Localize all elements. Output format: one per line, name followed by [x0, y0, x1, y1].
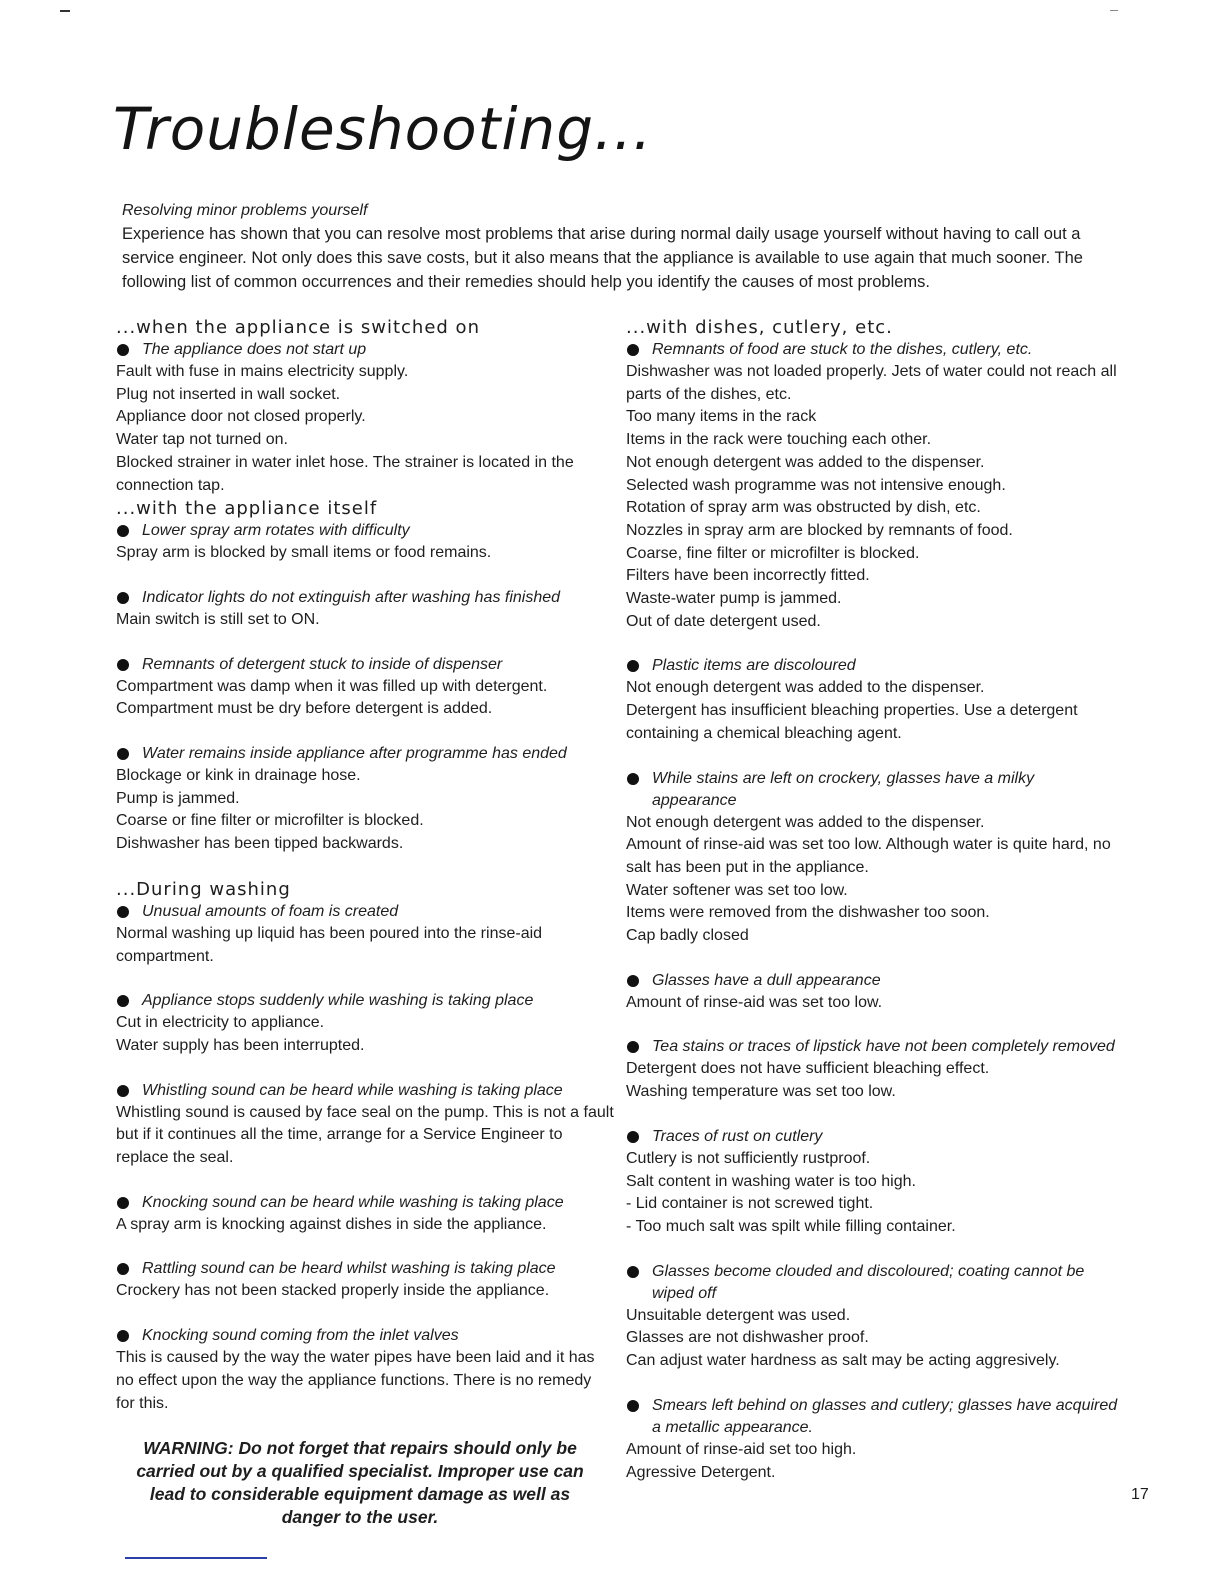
cause: Rotation of spray arm was obstructed by dish, etc. [626, 499, 981, 517]
page-number: 17 [1131, 1486, 1149, 1503]
section-title: ...when the appliance is switched on [116, 317, 480, 338]
symptom-text: Remnants of detergent stuck to inside of dispenser [142, 655, 503, 673]
cause: Selected wash programme was not intensive enough. [626, 476, 1006, 494]
section-title: ...with the appliance itself [116, 498, 378, 520]
cause: Amount of rinse-aid set too high. [626, 1440, 857, 1458]
section-title: ...with dishes, cutlery, etc. [626, 317, 893, 338]
symptom [116, 1325, 614, 1347]
problem [626, 655, 1121, 745]
cause: Main switch is still set to ON. [116, 610, 320, 628]
bullet-icon [627, 975, 639, 987]
cause: Filters have been incorrectly fitted. [626, 567, 870, 585]
intro-heading: Resolving minor problems yourself [122, 202, 368, 219]
cause: Cut in electricity to appliance. [116, 1014, 325, 1032]
symptom-text: Whistling sound can be heard while washing is taking place [142, 1081, 563, 1099]
symptom-text: Water remains inside appliance after programme has ended [142, 745, 567, 763]
cause: Cap badly closed [626, 927, 749, 945]
cause: Amount of rinse-aid was set too low. [626, 993, 883, 1011]
symptom-text: Knocking sound can be heard while washing is taking place [142, 1193, 564, 1211]
bullet-icon [117, 592, 129, 604]
symptom-text: Traces of rust on cutlery [652, 1127, 823, 1145]
cause: Appliance door not closed properly. [116, 408, 366, 426]
bullet-icon [627, 344, 639, 356]
cause: Items in the rack were touching each other. [626, 431, 932, 449]
bullet-icon [117, 748, 129, 760]
problem [116, 520, 614, 565]
bullet-icon [117, 1085, 129, 1097]
symptom-text: Plastic items are discoloured [652, 657, 856, 675]
symptom [116, 990, 614, 1012]
symptom [116, 587, 614, 609]
cause: Can adjust water hardness as salt may be acting aggresively. [626, 1352, 1060, 1370]
cause: Compartment was damp when it was filled up with detergent. [116, 677, 548, 695]
cause: Crockery has not been stacked properly inside the appliance. [116, 1282, 550, 1300]
problem [116, 1258, 614, 1303]
symptom-text: Tea stains or traces of lipstick have not been completely removed [652, 1038, 1115, 1056]
cause: Whistling sound is caused by face seal on the pump. This is not a fault but if it continues all the time, arrange for a Service Engineer to replace the seal. [116, 1103, 614, 1167]
bullet-icon [117, 995, 129, 1007]
problem [626, 1126, 1121, 1239]
bullet-icon [627, 1400, 639, 1412]
symptom-text: Glasses have a dull appearance [652, 971, 881, 989]
bullet-icon [117, 1197, 129, 1209]
intro [122, 200, 1092, 294]
cause: This is caused by the way the water pipes have been laid and it has no effect upon the way the appliance functions. There is no remedy for this. [116, 1349, 595, 1412]
cause: Detergent has insufficient bleaching properties. Use a detergent containing a chemical bleaching agent. [626, 702, 1078, 742]
cause: Waste-water pump is jammed. [626, 590, 842, 608]
symptom [116, 1192, 614, 1214]
bullet-icon [627, 1266, 639, 1278]
problem [116, 654, 614, 721]
problem [626, 1261, 1121, 1373]
bullet-icon [627, 773, 639, 785]
symptom [626, 1395, 1121, 1439]
symptom [626, 768, 1121, 812]
cause: Coarse or fine filter or microfilter is blocked. [116, 812, 424, 830]
cause: Detergent does not have sufficient bleaching effect. [626, 1060, 990, 1078]
symptom [626, 1036, 1121, 1058]
symptom [626, 1261, 1121, 1305]
footer-rule [125, 1557, 267, 1559]
symptom-text: Appliance stops suddenly while washing is taking place [142, 992, 534, 1010]
problem [116, 1325, 614, 1415]
cause: Too many items in the rack [626, 408, 817, 426]
bullet-icon [117, 906, 129, 918]
bullet-icon [627, 660, 639, 672]
cause: Unsuitable detergent was used. [626, 1306, 851, 1324]
cause: Salt content in washing water is too high. [626, 1172, 916, 1190]
symptom [116, 743, 614, 765]
bullet-icon [627, 1041, 639, 1053]
symptom [626, 655, 1121, 677]
symptom-text: Remnants of food are stuck to the dishes, cutlery, etc. [652, 341, 1033, 358]
intro-body: Experience has shown that you can resolve most problems that arise during normal daily usage yourself without having to call out a service engineer. Not only does this save costs, but it also means that the appliance is available to use again that much sooner. The following list of common occurrences and their remedies should help you identify the causes of most problems. [122, 225, 1083, 291]
cause: Compartment must be dry before detergent is added. [116, 700, 493, 718]
bullet-icon [627, 1131, 639, 1143]
symptom [116, 520, 614, 542]
cause: - Too much salt was spilt while filling container. [626, 1217, 956, 1235]
bullet-icon [117, 525, 129, 537]
symptom [626, 970, 1121, 992]
bullet-icon [117, 1263, 129, 1275]
cause: Washing temperature was set too low. [626, 1083, 896, 1101]
problem [116, 901, 614, 968]
cause: Nozzles in spray arm are blocked by remnants of food. [626, 521, 1013, 539]
cause: Blocked strainer in water inlet hose. The strainer is located in the connection tap. [116, 453, 574, 494]
scan-mark-right [1110, 10, 1118, 11]
symptom [116, 654, 614, 676]
cause: Pump is jammed. [116, 789, 240, 807]
problem [116, 339, 614, 497]
problem [626, 768, 1121, 948]
cause: Coarse, fine filter or microfilter is blocked. [626, 544, 920, 562]
symptom [626, 1126, 1121, 1148]
cause: Dishwasher has been tipped backwards. [116, 835, 404, 853]
symptom-text: Indicator lights do not extinguish after washing has finished [142, 588, 561, 606]
cause: Plug not inserted in wall socket. [116, 385, 341, 403]
problem [116, 743, 614, 856]
symptom [116, 1080, 614, 1102]
cause: Spray arm is blocked by small items or food remains. [116, 544, 492, 562]
bullet-icon [117, 659, 129, 671]
warning-notice: WARNING: Do not forget that repairs should only be carried out by a qualified specialist. Improper use can lead to considerable equipment damage as well as danger to the user. [136, 1438, 584, 1528]
cause: Fault with fuse in mains electricity supply. [116, 363, 409, 380]
symptom-text: Lower spray arm rotates with difficulty [142, 522, 410, 540]
symptom-text: Knocking sound coming from the inlet valves [142, 1327, 459, 1345]
cause: Glasses are not dishwasher proof. [626, 1329, 869, 1347]
problem [116, 587, 614, 632]
problem [626, 1036, 1121, 1103]
cause: Water supply has been interrupted. [116, 1036, 365, 1054]
symptom [116, 339, 614, 361]
symptom-text: While stains are left on crockery, glasses have a milky appearance [652, 769, 1035, 809]
symptom-text: The appliance does not start up [142, 341, 367, 358]
cause: Not enough detergent was added to the dispenser. [626, 679, 985, 697]
cause: Amount of rinse-aid was set too low. Although water is quite hard, no salt has been put in the appliance. [626, 836, 1111, 876]
problem [626, 970, 1121, 1015]
symptom-text: Smears left behind on glasses and cutlery; glasses have acquired a metallic appearance. [652, 1396, 1118, 1436]
scan-mark [60, 10, 70, 12]
cause: Not enough detergent was added to the dispenser. [626, 453, 985, 471]
cause: Not enough detergent was added to the dispenser. [626, 813, 985, 831]
symptom [116, 901, 614, 923]
problem [626, 1395, 1121, 1484]
problem [116, 1192, 614, 1237]
cause: Water tap not turned on. [116, 431, 288, 449]
symptom-text: Glasses become clouded and discoloured; coating cannot be wiped off [652, 1262, 1085, 1302]
cause: - Lid container is not screwed tight. [626, 1195, 874, 1213]
symptom [626, 339, 1121, 361]
cause: Out of date detergent used. [626, 612, 821, 630]
symptom-text: Rattling sound can be heard whilst washing is taking place [142, 1260, 556, 1278]
section-title: ...During washing [116, 878, 291, 900]
symptom-text: Unusual amounts of foam is created [142, 902, 399, 920]
problem [626, 339, 1121, 633]
cause: Items were removed from the dishwasher too soon. [626, 904, 990, 922]
page-title: Troubleshooting... [113, 95, 653, 163]
right-column [626, 316, 1121, 1484]
cause: A spray arm is knocking against dishes in side the appliance. [116, 1215, 547, 1233]
bullet-icon [117, 344, 129, 356]
problem [116, 990, 614, 1057]
cause: Water softener was set too low. [626, 881, 848, 899]
cause: Agressive Detergent. [626, 1463, 776, 1481]
cause: Blockage or kink in drainage hose. [116, 767, 361, 785]
cause: Dishwasher was not loaded properly. Jets of water could not reach all parts of the dishes, etc. [626, 363, 1117, 403]
problem [116, 1080, 614, 1170]
left-column [116, 316, 614, 1529]
bullet-icon [117, 1330, 129, 1342]
cause: Normal washing up liquid has been poured into the rinse-aid compartment. [116, 924, 543, 965]
cause: Cutlery is not sufficiently rustproof. [626, 1149, 871, 1167]
symptom [116, 1258, 614, 1280]
